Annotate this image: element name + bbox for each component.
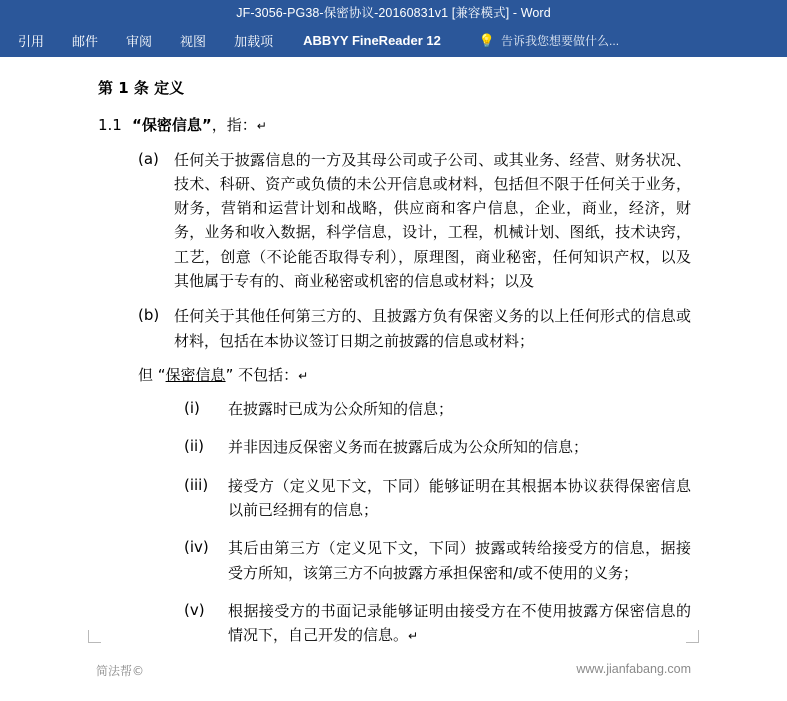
ribbon-tab-strip [0,24,787,57]
list-item-text: 接受方（定义见下文，下同）能够证明在其根据本协议获得保密信息以前已经拥有的信息； [228,476,691,520]
list-item-label: (v) [184,600,205,619]
footer-left-text: 简法帮© [96,664,145,678]
list-item-label: (i) [184,399,200,418]
exception-lead-underlined: 保密信息 [165,365,226,384]
list-item-text: 并非因违反保密义务而在披露后成为公众所知的信息； [228,438,589,457]
list-item-label: (b) [138,306,160,325]
paragraph-mark: ↵ [298,368,309,383]
paragraph-mark: ↵ [408,629,419,644]
title-bar [0,0,787,24]
page-footer [0,644,787,701]
list-item [96,148,691,294]
tab-view[interactable]: 视图 [180,34,207,49]
margin-corner-bottom-right [686,630,699,643]
list-item [96,536,691,585]
list-item [96,304,691,353]
list-item [96,397,691,421]
list-item-text: 在披露时已成为公众所知的信息； [228,400,454,419]
lightbulb-icon: 💡 [478,33,496,48]
clause-1-1 [98,114,691,137]
list-item-text [228,599,691,648]
margin-corner-bottom-left [88,630,101,643]
list-item [96,599,691,648]
clause-lead-bold: “保密信息” [132,116,212,135]
tab-references[interactable]: 引用 [18,34,45,49]
list-item-text-inner: 根据接受方的书面记录能够证明由接受方在不使用披露方保密信息的情况下，自己开发的信息。 [228,601,691,645]
tell-me-placeholder: 告诉我您想要做什么... [501,34,620,48]
document-canvas[interactable] [0,57,787,701]
exception-lead-text: 但 “保密信息” 不包括： [138,365,299,384]
window-title: JF-3056-PG38-保密协议-20160831v1 [兼容模式] - Word [236,6,551,20]
list-item-label: (a) [138,149,159,168]
clause-number: 1.1 [98,116,122,135]
exception-lead [96,364,691,387]
tab-mailings[interactable]: 邮件 [72,34,99,49]
paragraph-mark: ↵ [256,119,267,134]
list-item-label: (iii) [184,475,209,494]
list-item-text: 其后由第三方（定义见下文，下同）披露或转给接受方的信息，据接受方所知，该第三方不向披露方承担保密和/或不使用的义务； [228,539,691,582]
tab-addins[interactable]: 加载项 [234,34,274,49]
list-item-text: 任何关于披露信息的一方及其母公司或子公司、或其业务、经营、财务状况、技术、科研、资产或负债的未公开信息或材料，包括但不限于任何关于业务，财务，营销和运营计划和战略，供应商和客户信息，企业，商业，经济，财务，业务和收入数据，科学信息，设计，工程，机械计划、图纸，技术诀窍，工艺，创意（不论能否取得专利），原理图，商业秘密，任何知识产权，以及其他属于专有的、商业秘密或机密的信息或材料；以及 [174,150,691,290]
tab-review[interactable]: 审阅 [126,34,153,49]
page-title: 第 1 条 定义 [98,79,185,97]
list-item [96,435,691,459]
tell-me-box[interactable] [479,32,619,49]
clause-lead-text [132,114,267,137]
list-item-label: (iv) [184,538,209,557]
clause-lead-rest: ，指： [211,116,257,135]
document-page [0,57,787,701]
list-item-label: (ii) [184,437,205,456]
tab-abbyy-finereader[interactable]: ABBYY FineReader 12 [303,33,441,48]
footer-right-text: www.jianfabang.com [576,662,691,676]
list-item-text: 任何关于其他任何第三方的、且披露方负有保密义务的以上任何形式的信息或材料，包括在本协议签订日期之前披露的信息或材料； [174,307,691,350]
list-item [96,474,691,523]
